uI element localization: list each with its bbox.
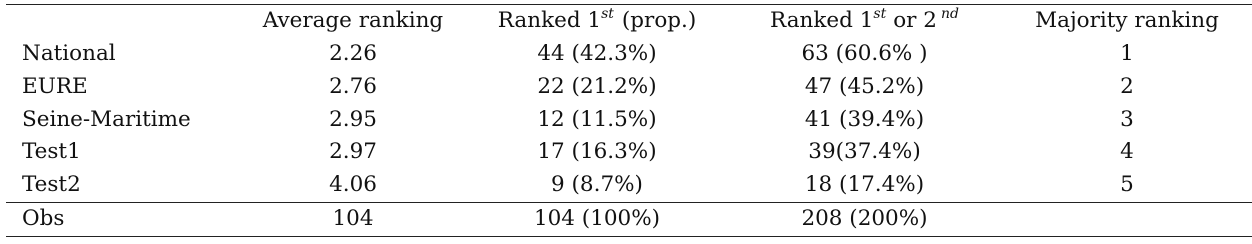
table-row <box>6 104 1252 137</box>
cell-ranked-first-second: 47 (45.2%) <box>804 73 925 99</box>
header-ranked-first-prop: (prop.) <box>621 8 697 34</box>
row-label: Seine-Maritime <box>22 106 191 132</box>
cell-ranked-first-second: 63 (60.6% ) <box>801 41 928 66</box>
cell-ranked-first-second: 41 (39.4%) <box>804 106 925 132</box>
row-label: Test1 <box>22 139 81 165</box>
cell-ranked-first: 12 (11.5%) <box>537 106 657 132</box>
cell-ranked-first: 17 (16.3%) <box>537 139 657 165</box>
cell-average: 2.26 <box>329 41 377 66</box>
cell-ranked-first: 44 (42.3%) <box>537 41 657 66</box>
cell-majority: 1 <box>1120 41 1134 66</box>
header-ranked-first-or-second-base: Ranked 1 <box>770 8 874 34</box>
cell-average: 2.95 <box>329 106 377 132</box>
header-ranked-first-or-second-conj: or 2 <box>893 8 937 34</box>
table-row <box>6 38 1252 71</box>
cell-majority: 4 <box>1120 139 1134 165</box>
row-label: EURE <box>22 73 88 99</box>
footer-ranked-first: 104 (100%) <box>533 205 661 231</box>
cell-ranked-first-second: 18 (17.4%) <box>804 172 925 198</box>
footer-ranked-first-second: 208 (200%) <box>801 205 928 231</box>
cell-average: 2.97 <box>329 139 377 165</box>
footer-majority <box>997 202 1252 236</box>
header-ranked-first <box>462 5 732 39</box>
cell-majority: 5 <box>1120 172 1134 198</box>
header-majority-ranking: Majority ranking <box>1035 8 1219 34</box>
header-ranked-first-or-second-sup: st <box>873 5 887 22</box>
cell-average: 2.76 <box>329 73 377 99</box>
cell-ranked-first: 22 (21.2%) <box>537 73 657 99</box>
table-row <box>6 71 1252 104</box>
cell-majority: 2 <box>1120 73 1134 99</box>
header-ranked-first-or-second <box>732 5 997 39</box>
header-average-ranking: Average ranking <box>262 8 444 34</box>
ranking-table-main <box>6 4 1252 202</box>
footer-label: Obs <box>22 205 65 231</box>
ranking-table-footer <box>6 202 1252 237</box>
row-label: Test2 <box>22 172 81 198</box>
cell-ranked-first-second: 39(37.4%) <box>808 139 921 165</box>
table-row <box>6 136 1252 169</box>
table-row <box>6 169 1252 202</box>
header-row <box>6 5 1252 39</box>
footer-row <box>6 202 1252 236</box>
footer-average: 104 <box>332 205 374 231</box>
cell-majority: 3 <box>1120 106 1134 132</box>
cell-average: 4.06 <box>329 172 377 198</box>
header-ranked-first-or-second-sup2: nd <box>940 5 959 22</box>
results-table <box>6 4 1241 237</box>
cell-ranked-first: 9 (8.7%) <box>551 172 643 198</box>
row-label: National <box>22 41 116 66</box>
header-ranked-first-base: Ranked 1 <box>497 8 602 34</box>
header-empty-cell <box>6 5 244 39</box>
header-ranked-first-sup: st <box>601 5 614 22</box>
